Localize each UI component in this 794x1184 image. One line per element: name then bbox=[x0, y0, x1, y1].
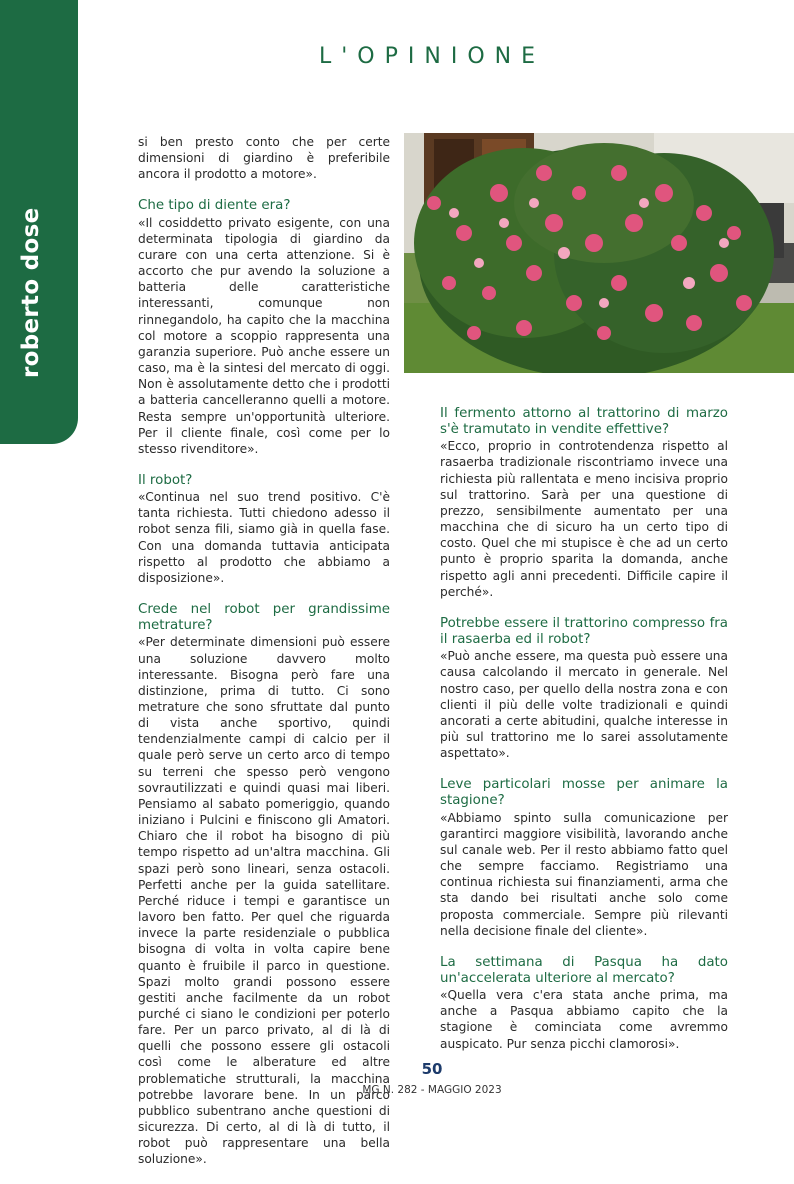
question-heading: Che tipo di diente era? bbox=[138, 198, 291, 214]
question-heading: Leve particolari mosse per animare la stagione? bbox=[440, 777, 728, 809]
answer-paragraph: «Abbiamo spinto sulla comunicazione per garantirci maggiore visibilità, lavorando anche sul canale web. Per il resto abbiamo fatto quel che sempre facciamo. Registriamo una continua richiesta sui finanziamenti, arma che sta dando bei risultati anche solo come proposta commerciale. Sempre più rilevanti nella decisione finale del cliente». bbox=[440, 810, 728, 938]
issue-footer: MG N. 282 - MAGGIO 2023 bbox=[362, 1084, 502, 1096]
answer-paragraph: «Il cosiddetto privato esigente, con una determinata tipologia di giardino da curare con una certa attenzione. Si è accorto che pur avendo la soluzione a batteria delle caratteristiche interessanti, comunque non rinnegandolo, ha capito che la macchina col motore a scoppio rappresenta una garanzia superiore. Può anche essere un caso, ma è la sintesi del mercato di oggi. Non è assolutamente detto che i prodotti a batteria cancelleranno quelli a motore. Resta sempre un'opportunità ulteriore. Per il cliente finale, così come per lo stesso rivenditore». bbox=[138, 215, 390, 456]
question-heading: Il robot? bbox=[138, 472, 193, 488]
intro-paragraph: si ben presto conto che per certe dimensioni di giardino è preferibile ancora il prodotto a motore». bbox=[138, 135, 390, 182]
answer-paragraph: «Continua nel suo trend positivo. C'è tanta richiesta. Tutti chiedono adesso il robot senza fili, siamo già in quella fase. Con una domanda tuttavia anticipata rispetto al prodotto che abbiamo a disposizione». bbox=[138, 490, 390, 585]
answer-paragraph: «Ecco, proprio in controtendenza rispetto al rasaerba tradizionale riscontriamo invece una richiesta più rallentata e meno incisiva proprio sul trattorino. Sarà per una questione di prezzo, sensibilmente aumentato per una macchina che di sicuro ha un certo tipo di costo. Quel che mi stupisce è che ad un certo punto è proprio sparita la domanda, anche rispetto agli anni precedenti. Difficile capire il perché». bbox=[440, 439, 728, 599]
right-text-column bbox=[440, 406, 728, 1068]
page-number: 50 bbox=[421, 1060, 443, 1078]
left-text-column bbox=[138, 134, 390, 1184]
question-heading: Crede nel robot per grandissime metrature? bbox=[138, 602, 390, 634]
answer-paragraph: «Può anche essere, ma questa può essere una causa calcolando il mercato in generale. Nel nostro caso, per quello della nostra zona e con clienti il più delle volte tradizionali e quindi ancorati a certe abitudini, qualche interesse in più sul trattorino me lo sarei assolutamente aspettato». bbox=[440, 649, 728, 761]
section-title: L'OPINIONE bbox=[319, 44, 545, 69]
question-heading: Il fermento attorno al trattorino di marzo s'è tramutato in vendite effettive? bbox=[440, 406, 728, 438]
answer-paragraph: «Per determinate dimensioni può essere una soluzione davvero molto interessante. Bisogna però fare una distinzione, prima di tutto. Ci sono metrature che sono sfruttate dal punto di vista anche sportivo, quindi tendenzialmente campi di calcio per il quale però serve un certo arco di tempo su terreni che spesso però vengono sovrautilizzati e quindi quasi mai liberi. Pensiamo al sabato pomeriggio, quando iniziano i Pulcini e finiscono gli Amatori. Chiaro che il robot ha bisogno di più tempo rispetto ad un'altra macchina. Gli spazi però sono lineari, senza ostacoli. Perfetti anche per la guida satellitare. Perché riduce i tempi e garantisce un lavoro ben fatto. Per quel che riguarda invece la parte residenziale o pubblica bisogna di volta in volta capire bene quanto è fruibile il parco in questione. Spazi molto grandi possono essere gestiti anche facilmente da un robot purché ci siano le condizioni per poterlo fare. Per un parco privato, al di là di quelli che possono essere gli ostacoli così come le alberature ed altre problematiche strutturali, la macchina potrebbe lavorare bene. In un parco pubblico subentrano anche questioni di sicurezza. Di certo, al di là di tutto, il robot può rappresentare una bella soluzione». bbox=[138, 635, 390, 1167]
answer-paragraph: «Quella vera c'era stata anche prima, ma anche a Pasqua abbiamo capito che la stagione è cominciata come avremmo auspicato. Pur senza picchi clamorosi». bbox=[440, 988, 728, 1051]
author-name: roberto dose bbox=[18, 207, 44, 378]
question-heading: Potrebbe essere il trattorino compresso fra il rasaerba ed il robot? bbox=[440, 615, 728, 648]
rose-bush-photo bbox=[404, 133, 794, 373]
question-heading: La settimana di Pasqua ha dato un'accelerata ulteriore al mercato? bbox=[440, 954, 728, 986]
